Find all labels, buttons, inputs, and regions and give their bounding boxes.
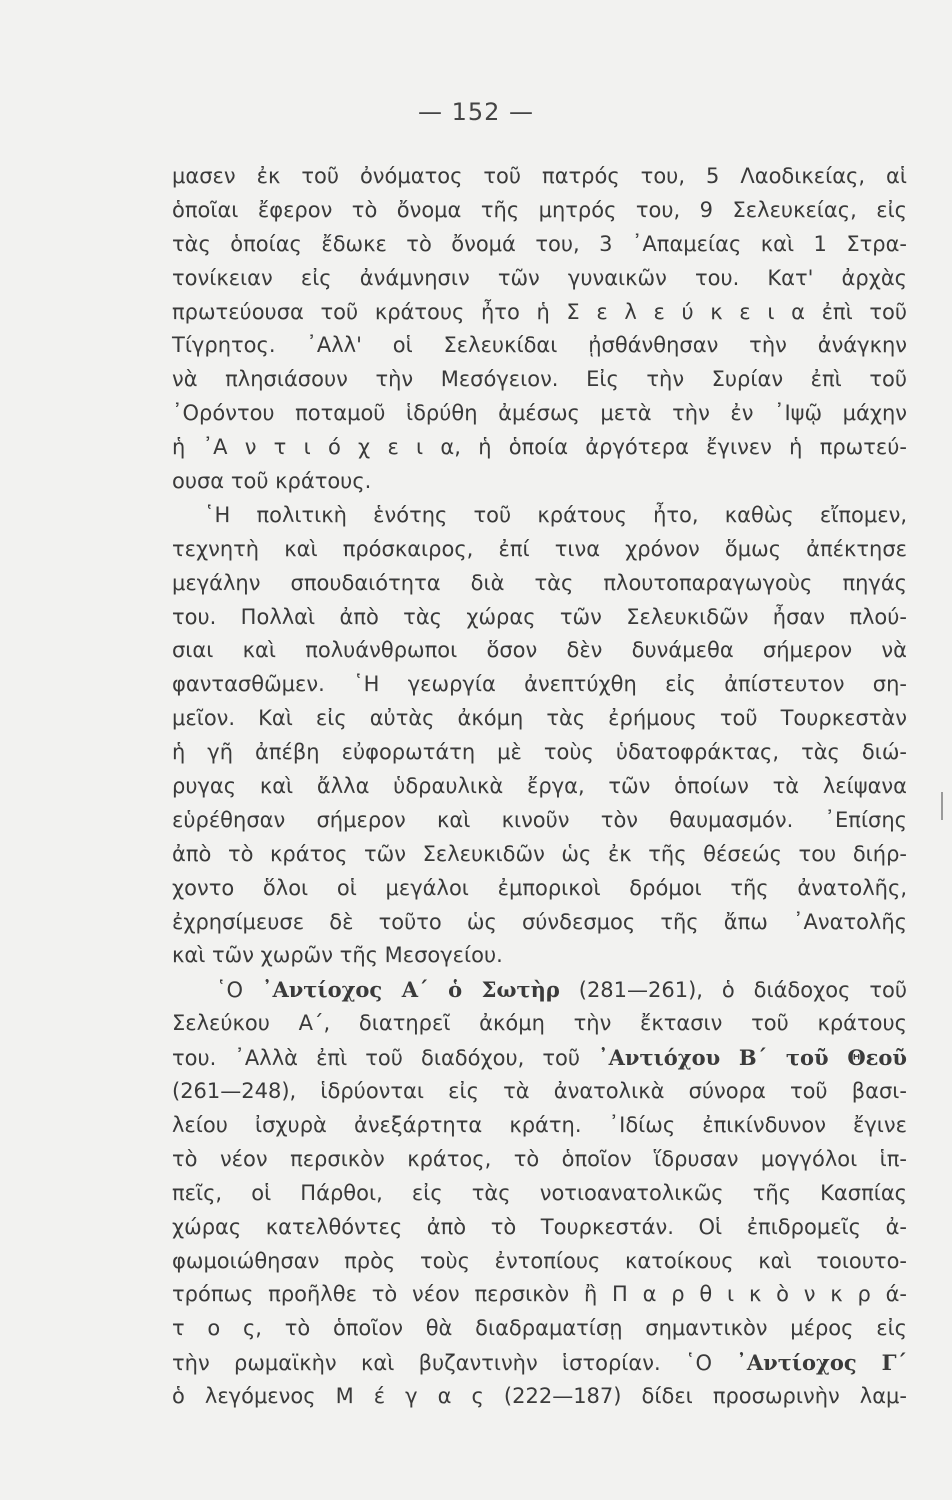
text-line	[172, 1041, 907, 1075]
text-line: μεγάλην σπουδαιότητα διὰ τὰς πλουτοπαραγωγοὺς πηγάς	[172, 570, 907, 595]
text-line: φαντασθῶμεν. ῾Η γεωργία ἀνεπτύχθη εἰς ἀπίστευτον ση-	[172, 672, 907, 697]
text-line: ᾿Ορόντου ποταμοῦ ἱδρύθη ἀμέσως μετὰ τὴν ἐν ᾿Ιψῷ μάχην	[172, 401, 907, 426]
text-line: νὰ πλησιάσουν τὴν Μεσόγειον. Εἰς τὴν Συρίαν ἐπὶ τοῦ	[172, 367, 907, 392]
text-line: λείου ἰσχυρὰ ἀνεξάρτητα κράτη. ᾿Ιδίως ἐπικίνδυνον ἔγινε	[172, 1112, 907, 1137]
text-line: τὸ νέον περσικὸν κράτος, τὸ ὁποῖον ἵδρυσαν μογγόλοι ἱπ-	[172, 1146, 907, 1171]
text-line: χώρας κατελθόντες ἀπὸ τὸ Τουρκεστάν. Οἱ ἐπιδρομεῖς ἀ-	[172, 1214, 907, 1239]
text-line: μεῖον. Καὶ εἰς αὐτὰς ἀκόμη τὰς ἐρήμους τοῦ Τουρκεστὰν	[172, 706, 907, 731]
text-line: φωμοιώθησαν πρὸς τοὺς ἐντοπίους κατοίκους καὶ τοιουτο-	[172, 1248, 907, 1273]
page-edge-mark	[941, 792, 943, 820]
text-line: Τίγρητος. ᾿Αλλ' οἱ Σελευκίδαι ᾐσθάνθησαν τὴν ἀνάγκην	[172, 333, 907, 358]
text-line: ἡ γῆ ἀπέβη εὐφορωτάτη μὲ τοὺς ὑδατοφράκτας, τὰς διώ-	[172, 740, 907, 765]
bold-name: ᾿Αντίοχος Γ΄	[736, 1350, 907, 1376]
text-line: (261—248), ἱδρύονται εἰς τὰ ἀνατολικὰ σύνορα τοῦ βασι-	[172, 1079, 907, 1104]
text-run: τὴν ρωμαϊκὴν καὶ βυζαντινὴν ἱστορίαν. ῾Ο	[172, 1351, 737, 1376]
text-line: ουσα τοῦ κράτους.	[172, 469, 372, 494]
text-line: ῾Η πολιτικὴ ἑνότης τοῦ κράτους ἦτο, καθὼς εἴπομεν,	[204, 502, 907, 527]
text-line: μασεν ἐκ τοῦ ὀνόματος τοῦ πατρός του, 5 Λαοδικείας, αἱ	[172, 164, 907, 188]
text-line: τεχνητὴ καὶ πρόσκαιρος, ἐπί τινα χρόνον ὅμως ἀπέκτησε	[172, 536, 907, 561]
text-line: ρυγας καὶ ἄλλα ὑδραυλικὰ ἔργα, τῶν ὁποίων τὰ λείψανα	[172, 774, 907, 799]
bold-name: ᾿Αντιόχου Β΄ τοῦ Θεοῦ	[598, 1045, 907, 1071]
text-run: του. ᾿Αλλὰ ἐπὶ τοῦ διαδόχου, τοῦ	[172, 1046, 599, 1071]
text-line	[172, 973, 907, 1007]
text-line: ἐχρησίμευσε δὲ τοῦτο ὡς σύνδεσμος τῆς ἄπω ᾿Ανατολῆς	[172, 909, 907, 934]
text-line: τρόπως προῆλθε τὸ νέον περσικὸν ἢ Π α ρ θ ι κ ὸ ν κ ρ ά-	[172, 1282, 907, 1307]
text-line: ἡ ᾿Α ν τ ι ό χ ε ι α, ἡ ὁποία ἀργότερα ἔγινεν ἡ πρωτεύ-	[172, 435, 907, 460]
text-line: σιαι καὶ πολυάνθρωποι ὅσον δὲν δυνάμεθα σήμερον νὰ	[172, 638, 907, 663]
text-line: ἀπὸ τὸ κράτος τῶν Σελευκιδῶν ὡς ἐκ τῆς θέσεώς του διήρ-	[172, 841, 907, 866]
text-line: ὁποῖαι ἔφερον τὸ ὄνομα τῆς μητρός του, 9 Σελευκείας, εἰς	[172, 197, 907, 222]
text-line: τὰς ὁποίας ἔδωκε τὸ ὄνομά του, 3 ᾿Απαμείας καὶ 1 Στρα-	[172, 231, 907, 256]
text-line: χοντο ὅλοι οἱ μεγάλοι ἐμπορικοὶ δρόμοι τῆς ἀνατολῆς,	[172, 875, 907, 900]
text-run: (281—261), ὁ διάδοχος τοῦ	[559, 978, 907, 1003]
text-line: πεῖς, οἱ Πάρθοι, εἰς τὰς νοτιοανατολικῶς τῆς Κασπίας	[172, 1180, 907, 1205]
text-line: του. Πολλαὶ ἀπὸ τὰς χώρας τῶν Σελευκιδῶν ἦσαν πλού-	[172, 604, 907, 629]
text-line: καὶ τῶν χωρῶν τῆς Μεσογείου.	[172, 943, 503, 968]
text-line: εὑρέθησαν σήμερον καὶ κινοῦν τὸν θαυμασμόν. ᾿Επίσης	[172, 807, 907, 832]
text-run: ῾Ο	[216, 978, 262, 1003]
page-number: — 152 —	[417, 98, 535, 126]
text-line: ὁ λεγόμενος Μ έ γ α ς (222—187) δίδει προσωρινὴν λαμ-	[172, 1384, 907, 1409]
text-line: τονίκειαν εἰς ἀνάμνησιν τῶν γυναικῶν του. Κατ' ἀρχὰς	[172, 265, 907, 290]
text-line	[172, 1346, 907, 1380]
bold-name: ᾿Αντίοχος Α΄ ὁ Σωτὴρ	[261, 977, 560, 1003]
text-line: πρωτεύουσα τοῦ κράτους ἦτο ἡ Σ ε λ ε ύ κ ε ι α ἐπὶ τοῦ	[172, 299, 907, 324]
text-line: τ ο ς, τὸ ὁποῖον θὰ διαδραματίσῃ σημαντικὸν μέρος εἰς	[172, 1316, 907, 1341]
text-line: Σελεύκου Α΄, διατηρεῖ ἀκόμη τὴν ἔκτασιν τοῦ κράτους	[172, 1011, 907, 1036]
body-text	[172, 160, 907, 1414]
